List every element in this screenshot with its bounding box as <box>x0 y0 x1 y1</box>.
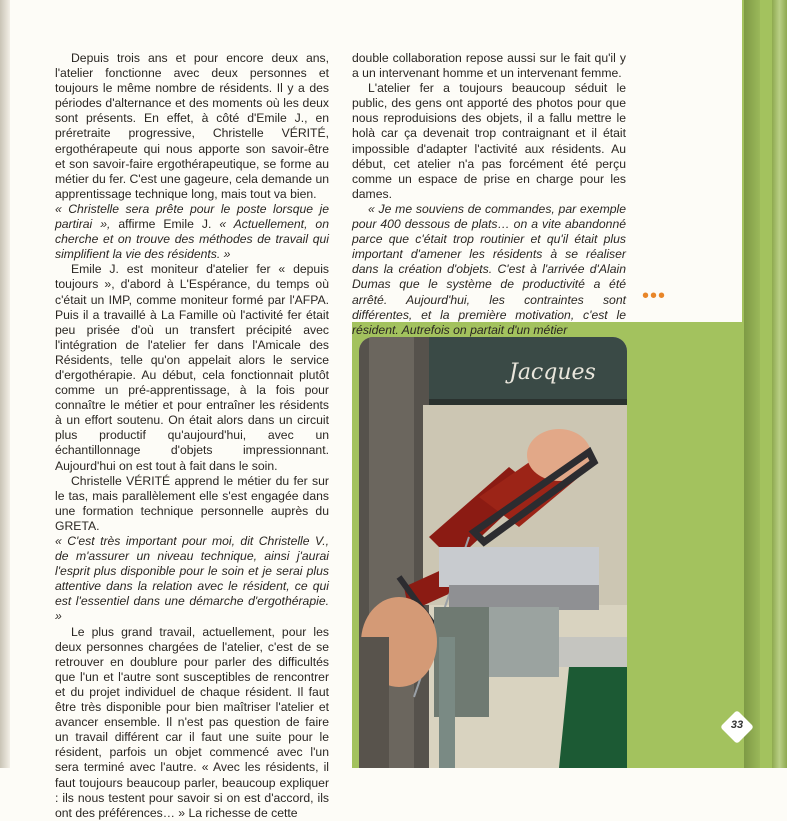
workshop-photo <box>359 337 627 768</box>
paragraph-2: Emile J. est moniteur d'atelier fer « depuis toujours », d'abord à L'Espérance, du temps où c'était un IMP, comme moniteur formé par l'AFPA. Puis il a travaillé à La Famille où l'activité fer était peu prisée d'où un transfert précipité avec l'intégration de l'atelier fer dans l'Amicale des Résidents, telle qu'on appelait alors le service d'ergothérapie. Au début, cela fonctionnait plutôt comme un pré-apprentissage, à la fois pour connaître le métier et pour entraîner les résidents à un effort soutenu. On était alors dans un circuit plus productif qu'aujourd'hui, avec un échantillonnage d'objets impressionnant. Aujourd'hui on est tout à fait dans le soin. <box>55 262 329 473</box>
page-binding-edge <box>0 0 10 768</box>
left-text-column <box>55 51 329 821</box>
right-text-column <box>352 51 626 338</box>
paragraph-3: Christelle VÉRITÉ apprend le métier du fer sur le tas, mais parallèlement elle s'est engagée dans une formation technique personnelle auprès du GRETA. <box>55 473 329 533</box>
board-name-text: Jacques <box>509 360 596 385</box>
paragraph-6: L'atelier fer a toujours beaucoup séduit le public, des gens ont apporté des photos pour que nous reproduisions des objets, il a fallu mettre le holà car ça devenait trop contraignant et il était impossible d'adapter l'activité aux résidents. Au début, cet atelier n'a pas forcément été perçu comme un espace de prise en charge pour les dames. <box>352 81 626 201</box>
paragraph-5: double collaboration repose aussi sur le fait qu'il y a un intervenant homme et un intervenant femme. <box>352 51 626 81</box>
quote-paragraph-1: « Christelle sera prête pour le poste lorsque je partirai », affirme Emile J. « Actuellement, on cherche et on trouve des méthodes de travail qui simplifient la vie des résidents. » <box>55 201 329 262</box>
continuation-marker: ••• <box>642 285 667 307</box>
page-white-area <box>696 0 742 322</box>
paragraph-1: Depuis trois ans et pour encore deux ans, l'atelier fonctionne avec deux personnes et toujours le même nombre de résidents. Il y a des périodes d'alternance et des moments où les deux sont présents. En effet, à côté d'Emile J., en préretraite progressive, Christelle VÉRITÉ, ergothérapeute qui nous apporte son savoir-être et son savoir-faire ergothérapeutique, se forme au métier du fer. C'est une gageure, cela demande un apprentissage technique long, mais tout va bien. <box>55 51 330 201</box>
right-green-band <box>742 0 787 768</box>
quote-paragraph-2: « C'est très important pour moi, dit Christelle V., de m'assurer un niveau technique, ainsi j'aurai l'esprit plus disponible pour le soin et je serai plus attentive dans la relation avec le résident, ce qui est l'essentiel dans une démarche d'ergothérapie. » <box>55 534 329 624</box>
page-number-badge <box>722 712 752 742</box>
paragraph-4: Le plus grand travail, actuellement, pour les deux personnes chargées de l'atelier, c'est de se retrouver en doublure pour parler des difficultés que l'un et l'autre sont susceptibles de rencontrer et du projet individuel de chaque résident. Il faut être très disponible pour bien maîtriser l'atelier et avancer ensemble. Il n'est pas question de faire un travail différent car il faut une suite pour le résident, parfois un objet commencé avec l'un sera terminé avec l'autre. « Avec les résidents, il faut toujours beaucoup parler, beaucoup expliquer : ils nous testent pour savoir si on est d'accord, ils ont des préférences… » La richesse de cette <box>55 624 329 820</box>
page-number: 33 <box>730 719 744 731</box>
quote-paragraph-3: « Je me souviens de commandes, par exemple pour 400 dessous de plats… on a vite abandonné parce que c'était trop routinier et qu'il était plus important d'amener les résidents à se réaliser dans la création d'objets. C'est à l'arrivée d'Alain Dumas que le système de productivité a été arrêté. Aujourd'hui, les contraintes sont différentes, et la première motivation, c'est le résident. Autrefois on partait d'un métier <box>352 201 626 337</box>
